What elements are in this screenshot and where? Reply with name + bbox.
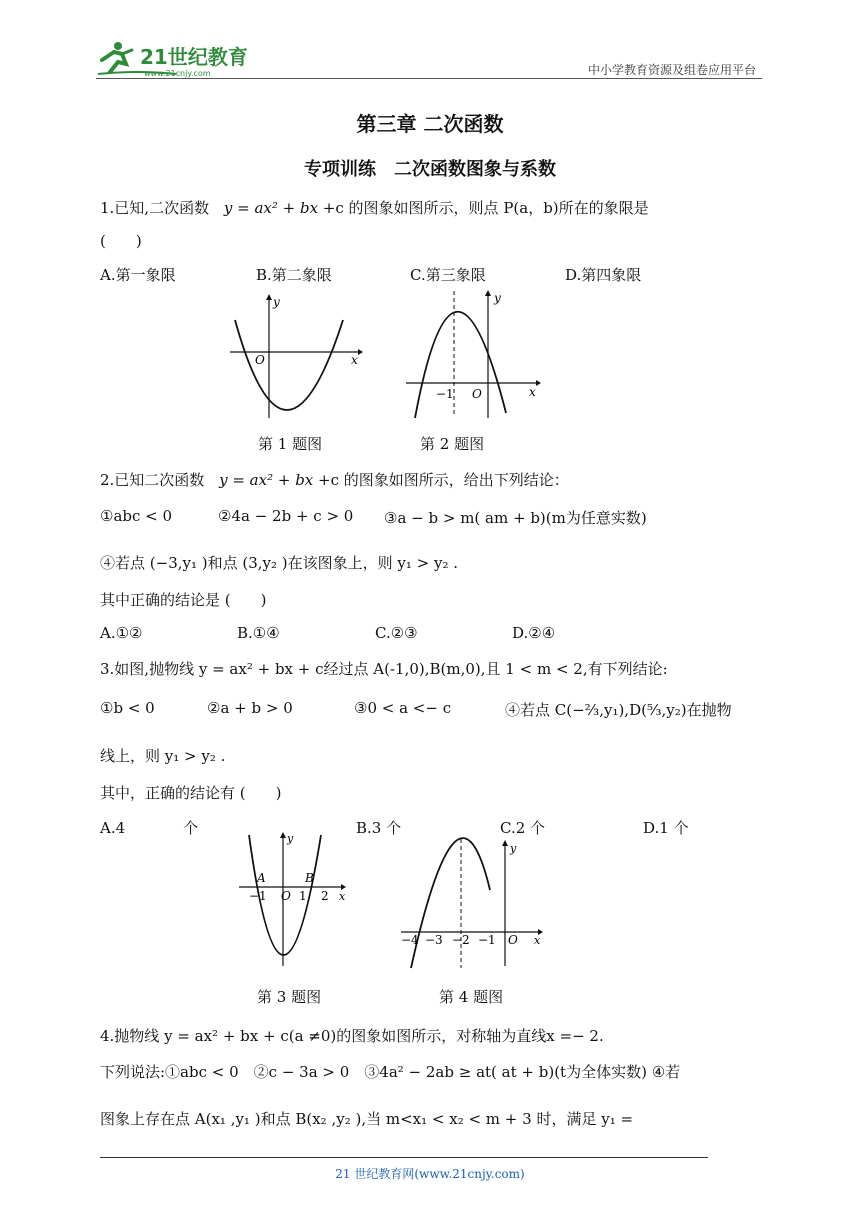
fig3-point-b: B [305,871,314,885]
fig3-neg1-label: −1 [249,889,267,903]
fig4-neg3-label: −3 [425,933,443,947]
figure-3-caption: 第 3 题图 [257,988,322,1006]
q2-option-b[interactable]: B.①④ [237,624,280,642]
header-platform-text: 中小学教育资源及组卷应用平台 [587,63,756,77]
q2-conclusion-2: ②4a − 2b + c > 0 [218,507,354,525]
q1-option-a[interactable]: A.第一象限 [100,266,176,284]
figure-4-caption: 第 4 题图 [439,988,504,1006]
fig4-y-label: y [510,842,517,855]
q3-option-a[interactable] [100,817,198,838]
fig3-point-a: A [257,871,266,885]
q3-option-c[interactable]: C.2 个 [500,819,546,837]
footer-text[interactable]: 21 世纪教育网(www.21cnjy.com) [335,1167,525,1181]
fig4-neg2-label: −2 [452,933,470,947]
q2-option-a[interactable]: A.①② [100,624,143,642]
q3-conclusion-4: ④若点 C(−⅔,y₁),D(⁵⁄₃,y₂)在抛物 [505,701,732,719]
q1-option-b[interactable]: B.第二象限 [256,266,332,284]
q3-conclusion-3: ③0 < a <− c [354,699,452,717]
q3-prompt: 其中，正确的结论有 ( ) [100,784,282,802]
q1-stem-tail: c 的图象如图所示，则点 P(a，b)所在的象限是 [335,199,649,217]
q2-prompt: 其中正确的结论是 ( ) [100,591,267,609]
figure-3-parabola [235,830,350,970]
fig3-two-label: 2 [321,889,329,903]
q3-conclusion-4-cont: 线上，则 y₁ > y₂ . [100,747,226,765]
logo-url: www.21cnjy.com [144,69,211,78]
q3-option-a-label: A.4 [100,819,126,837]
q3-conclusion-2: ②a + b > 0 [207,699,293,717]
fig1-y-label: y [273,295,280,309]
q3-stem: 3.如图,抛物线 y = ax² + bx + c经过点 A(-1,0),B(m,0),且 1 < m < 2,有下列结论: [100,660,668,678]
figure-1-caption: 第 1 题图 [258,435,323,453]
q3-option-b[interactable]: B.3 个 [356,819,402,837]
q1-option-d[interactable]: D.第四象限 [565,266,642,284]
q1-stem-text: 1.已知,二次函数 [100,199,210,217]
footer-divider [100,1157,708,1158]
figure-2-parabola [403,288,543,423]
q3-conclusion-1: ①b < 0 [100,699,155,717]
q1-paren: ( ) [100,232,142,250]
fig4-neg1-label: −1 [478,933,496,947]
q1-stem [100,197,649,218]
q2-stem-tail: c 的图象如图所示，给出下列结论： [330,471,569,489]
fig2-y-label: y [494,291,501,305]
fig1-origin-label: O [255,353,265,367]
chapter-title: 第三章 二次函数 [356,112,504,136]
fig2-neg1-label: −1 [436,387,454,401]
fig3-x-label: x [339,890,346,903]
section-title: 专项训练 二次函数图象与系数 [304,159,556,180]
q4-line-2: 下列说法:①abc < 0 ②c − 3a > 0 ③4a² − 2ab ≥ at( at + b)(t为全体实数) ④若 [100,1063,681,1081]
header-divider [96,78,762,79]
fig3-origin-label: O [281,889,291,903]
fig3-one-label: 1 [299,889,307,903]
q3-option-a-unit: 个 [183,819,199,837]
q2-formula: y = ax² + bx + [219,471,331,489]
figure-1-parabola [225,292,365,422]
fig1-x-label: x [351,353,358,367]
fig4-neg4-label: −4 [401,933,419,947]
q4-line-3: 图象上存在点 A(x₁ ,y₁ )和点 B(x₂ ,y₂ ),当 m<x₁ < x₂ < m + 3 时，满足 y₁ = [100,1110,634,1128]
site-logo [96,40,256,80]
fig2-x-label: x [529,385,536,399]
q3-option-d[interactable]: D.1 个 [643,819,689,837]
fig4-origin-label: O [508,933,518,947]
q1-option-c[interactable]: C.第三象限 [410,266,486,284]
figure-2-caption: 第 2 题图 [420,435,485,453]
fig3-y-label: y [287,832,294,845]
q4-stem: 4.抛物线 y = ax² + bx + c(a ≠0)的图象如图所示，对称轴为直线x =− 2. [100,1027,604,1045]
q2-stem [100,469,569,490]
q2-conclusion-3: ③a − b > m( am + b)(m为任意实数) [384,509,647,527]
figure-4-parabola [398,836,548,971]
fig4-x-label: x [534,934,541,947]
q2-option-d[interactable]: D.②④ [512,624,556,642]
q2-conclusion-1: ①abc < 0 [100,507,173,525]
q2-conclusion-4: ④若点 (−3,y₁ )和点 (3,y₂ )在该图象上，则 y₁ > y₂ . [100,554,459,572]
q2-option-c[interactable]: C.②③ [375,624,418,642]
logo-text: 21世纪教育 [140,45,248,69]
q1-formula: y = ax² + bx + [223,199,336,217]
fig2-origin-label: O [472,387,482,401]
q2-stem-text: 2.已知二次函数 [100,471,205,489]
